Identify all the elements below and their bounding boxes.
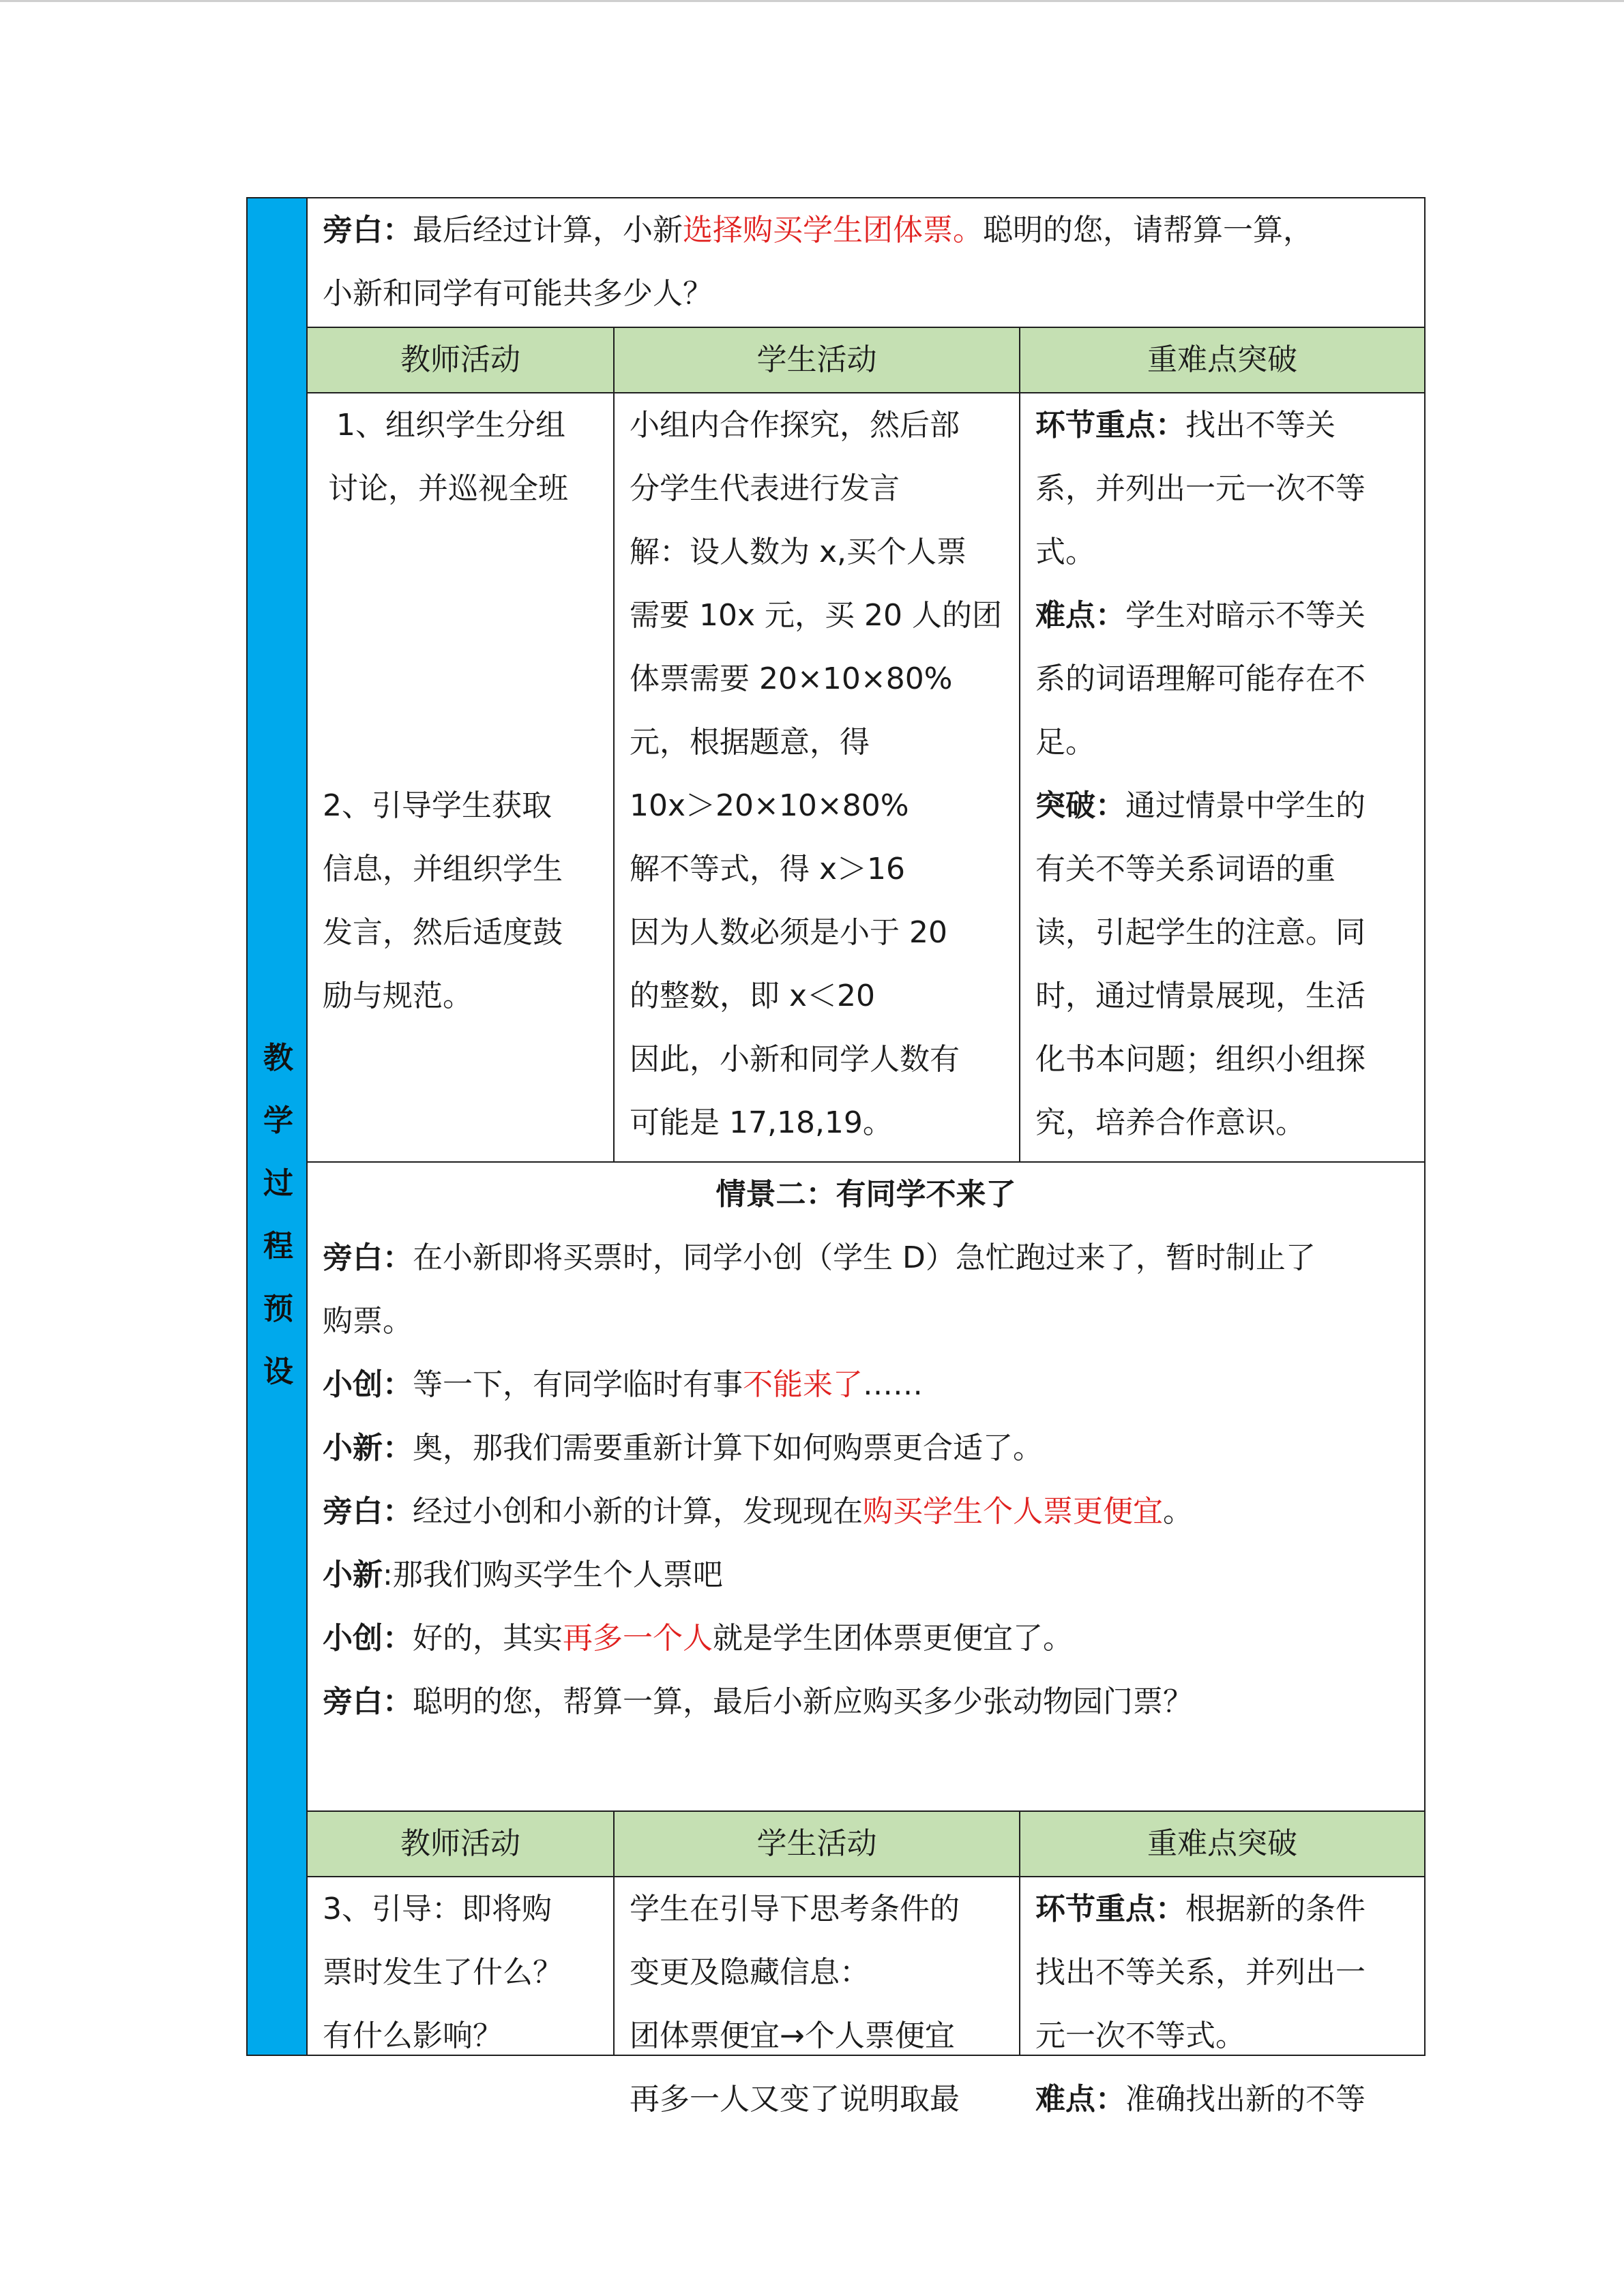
- student-line: 需要 10x 元，买 20 人的团: [630, 598, 1002, 633]
- scene-2-section: [308, 1161, 1424, 1810]
- sidebar-stage-column: [246, 197, 308, 2056]
- breakthrough-text: 时，通过情景展现，生活: [1035, 979, 1365, 1013]
- student-line: 元，根据题意，得: [630, 725, 870, 760]
- difficulty-label: 难点：: [1035, 2082, 1125, 2117]
- header-teacher-activity: 教师活动: [400, 1826, 520, 1861]
- scene-2-title: 情景二：有同学不来了: [715, 1177, 1016, 1212]
- difficulty-text: 准确找出新的不等: [1125, 2082, 1365, 2117]
- student-line: 体票需要 20×10×80%: [630, 661, 953, 696]
- dialogue-highlight: 再多一个人: [563, 1621, 713, 1656]
- speaker-label: 旁白：: [323, 1494, 413, 1529]
- page-top-border: [0, 0, 1624, 2]
- difficulty-text: 足。: [1035, 725, 1095, 760]
- student-line: 因为人数必须是小于 20: [630, 915, 947, 950]
- intro-highlight: 选择购买学生团体票。: [683, 213, 983, 248]
- teacher-step-3-line: 有什么影响？: [323, 2018, 503, 2053]
- student-line: 解不等式，得 x＞16: [630, 852, 906, 886]
- intro-line-2: 小新和同学有可能共多少人？: [323, 276, 713, 311]
- dialogue-text: :那我们购买学生个人票吧: [383, 1557, 723, 1592]
- student-line: 学生在引导下思考条件的: [630, 1892, 960, 1926]
- dialogue-text: ……: [863, 1367, 923, 1402]
- intro-text-b: 聪明的您，请帮算一算，: [983, 213, 1313, 248]
- student-line: 小组内合作探究，然后部: [630, 408, 960, 443]
- teacher-step-1-line: 讨论，并巡视全班: [328, 471, 568, 506]
- speaker-label: 小创：: [323, 1621, 413, 1656]
- header-teacher-activity: 教师活动: [400, 342, 520, 377]
- dialogue-highlight: 购买学生个人票更便宜: [863, 1494, 1163, 1529]
- key-point-text: 根据新的条件: [1185, 1892, 1365, 1926]
- narrator-label: 旁白：: [323, 213, 413, 248]
- dialogue-text: 购票。: [323, 1304, 413, 1339]
- key-point-text: 元一次不等式。: [1035, 2018, 1245, 2053]
- key-difficulty-cell: [1019, 393, 1424, 1161]
- breakthrough-text: 通过情景中学生的: [1125, 788, 1365, 823]
- speaker-label: 旁白：: [323, 1684, 413, 1719]
- intro-text-a: 最后经过计算，小新: [413, 213, 683, 248]
- dialogue-text: 奥，那我们需要重新计算下如何购票更合适了。: [413, 1431, 1043, 1465]
- student-line: 可能是 17,18,19。: [630, 1105, 893, 1140]
- header-student-activity: 学生活动: [613, 1812, 1019, 1876]
- student-line: 的整数，即 x＜20: [630, 979, 876, 1013]
- table-header-row: [308, 327, 1424, 392]
- breakthrough-text: 化书本问题；组织小组探: [1035, 1042, 1365, 1077]
- student-line: 变更及隐藏信息：: [630, 1955, 870, 1990]
- breakthrough-text: 读，引起学生的注意。同: [1035, 915, 1365, 950]
- teacher-activity-cell: [308, 1877, 613, 2055]
- student-activity-cell: [613, 393, 1019, 1161]
- difficulty-label: 难点：: [1035, 598, 1125, 633]
- student-line: 团体票便宜→个人票便宜: [630, 2018, 955, 2053]
- table-header-row-2: [308, 1810, 1424, 1876]
- student-line: 再多一人又变了说明取最: [630, 2082, 960, 2117]
- key-point-text: 找出不等关: [1185, 408, 1335, 443]
- table-body-row-1: [308, 392, 1424, 1161]
- header-student-activity: 学生活动: [613, 328, 1019, 392]
- lesson-table: [246, 197, 1426, 2117]
- dialogue-text: 聪明的您，帮算一算，最后小新应购买多少张动物园门票？: [413, 1684, 1193, 1719]
- key-point-text: 找出不等关系，并列出一: [1035, 1955, 1365, 1990]
- dialogue-text: 。: [1163, 1494, 1193, 1529]
- teacher-step-2-line: 励与规范。: [323, 979, 473, 1013]
- teacher-activity-cell: [308, 393, 613, 1161]
- breakthrough-text: 有关不等关系词语的重: [1035, 852, 1335, 886]
- key-point-text: 系，并列出一元一次不等: [1035, 471, 1365, 506]
- table-body-row-2: [308, 1876, 1424, 2117]
- dialogue-highlight: 不能来了: [743, 1367, 863, 1402]
- key-point-text: 式。: [1035, 535, 1095, 569]
- student-line: 因此，小新和同学人数有: [630, 1042, 960, 1077]
- teacher-step-3-line: 3、引导：即将购: [323, 1892, 552, 1926]
- dialogue-text: 就是学生团体票更便宜了。: [713, 1621, 1073, 1656]
- key-difficulty-cell: [1019, 1877, 1424, 2117]
- student-line: 10x＞20×10×80%: [630, 788, 909, 823]
- dialogue-text: 在小新即将买票时，同学小创（学生 D）急忙跑过来了，暂时制止了: [413, 1240, 1316, 1275]
- student-line: 解：设人数为 x,买个人票: [630, 535, 967, 569]
- sidebar-stage-label: 教 学 过 程 预 设: [263, 1041, 293, 1389]
- dialogue-text: 好的，其实: [413, 1621, 563, 1656]
- difficulty-text: 学生对暗示不等关: [1125, 598, 1365, 633]
- dialogue-text: 经过小创和小新的计算，发现现在: [413, 1494, 863, 1529]
- table-content: [306, 197, 1426, 2117]
- teacher-step-2-line: 发言，然后适度鼓: [323, 915, 563, 950]
- teacher-step-2-line: 2、引导学生获取: [323, 788, 552, 823]
- intro-narration: [308, 198, 1424, 327]
- key-point-label: 环节重点：: [1035, 408, 1185, 443]
- teacher-step-3-line: 票时发生了什么？: [323, 1955, 563, 1990]
- speaker-label: 小新: [323, 1557, 383, 1592]
- header-key-difficulty: 重难点突破: [1019, 328, 1424, 392]
- speaker-label: 小新：: [323, 1431, 413, 1465]
- breakthrough-text: 究，培养合作意识。: [1035, 1105, 1305, 1140]
- teacher-step-1-line: 1、组织学生分组: [336, 408, 565, 443]
- dialogue-text: 等一下，有同学临时有事: [413, 1367, 743, 1402]
- key-point-label: 环节重点：: [1035, 1892, 1185, 1926]
- speaker-label: 旁白：: [323, 1240, 413, 1275]
- breakthrough-label: 突破：: [1035, 788, 1125, 823]
- student-line: 分学生代表进行发言: [630, 471, 900, 506]
- header-key-difficulty: 重难点突破: [1019, 1812, 1424, 1876]
- speaker-label: 小创：: [323, 1367, 413, 1402]
- difficulty-text: 系的词语理解可能存在不: [1035, 661, 1365, 696]
- student-activity-cell: [613, 1877, 1019, 2117]
- teacher-step-2-line: 信息，并组织学生: [323, 852, 563, 886]
